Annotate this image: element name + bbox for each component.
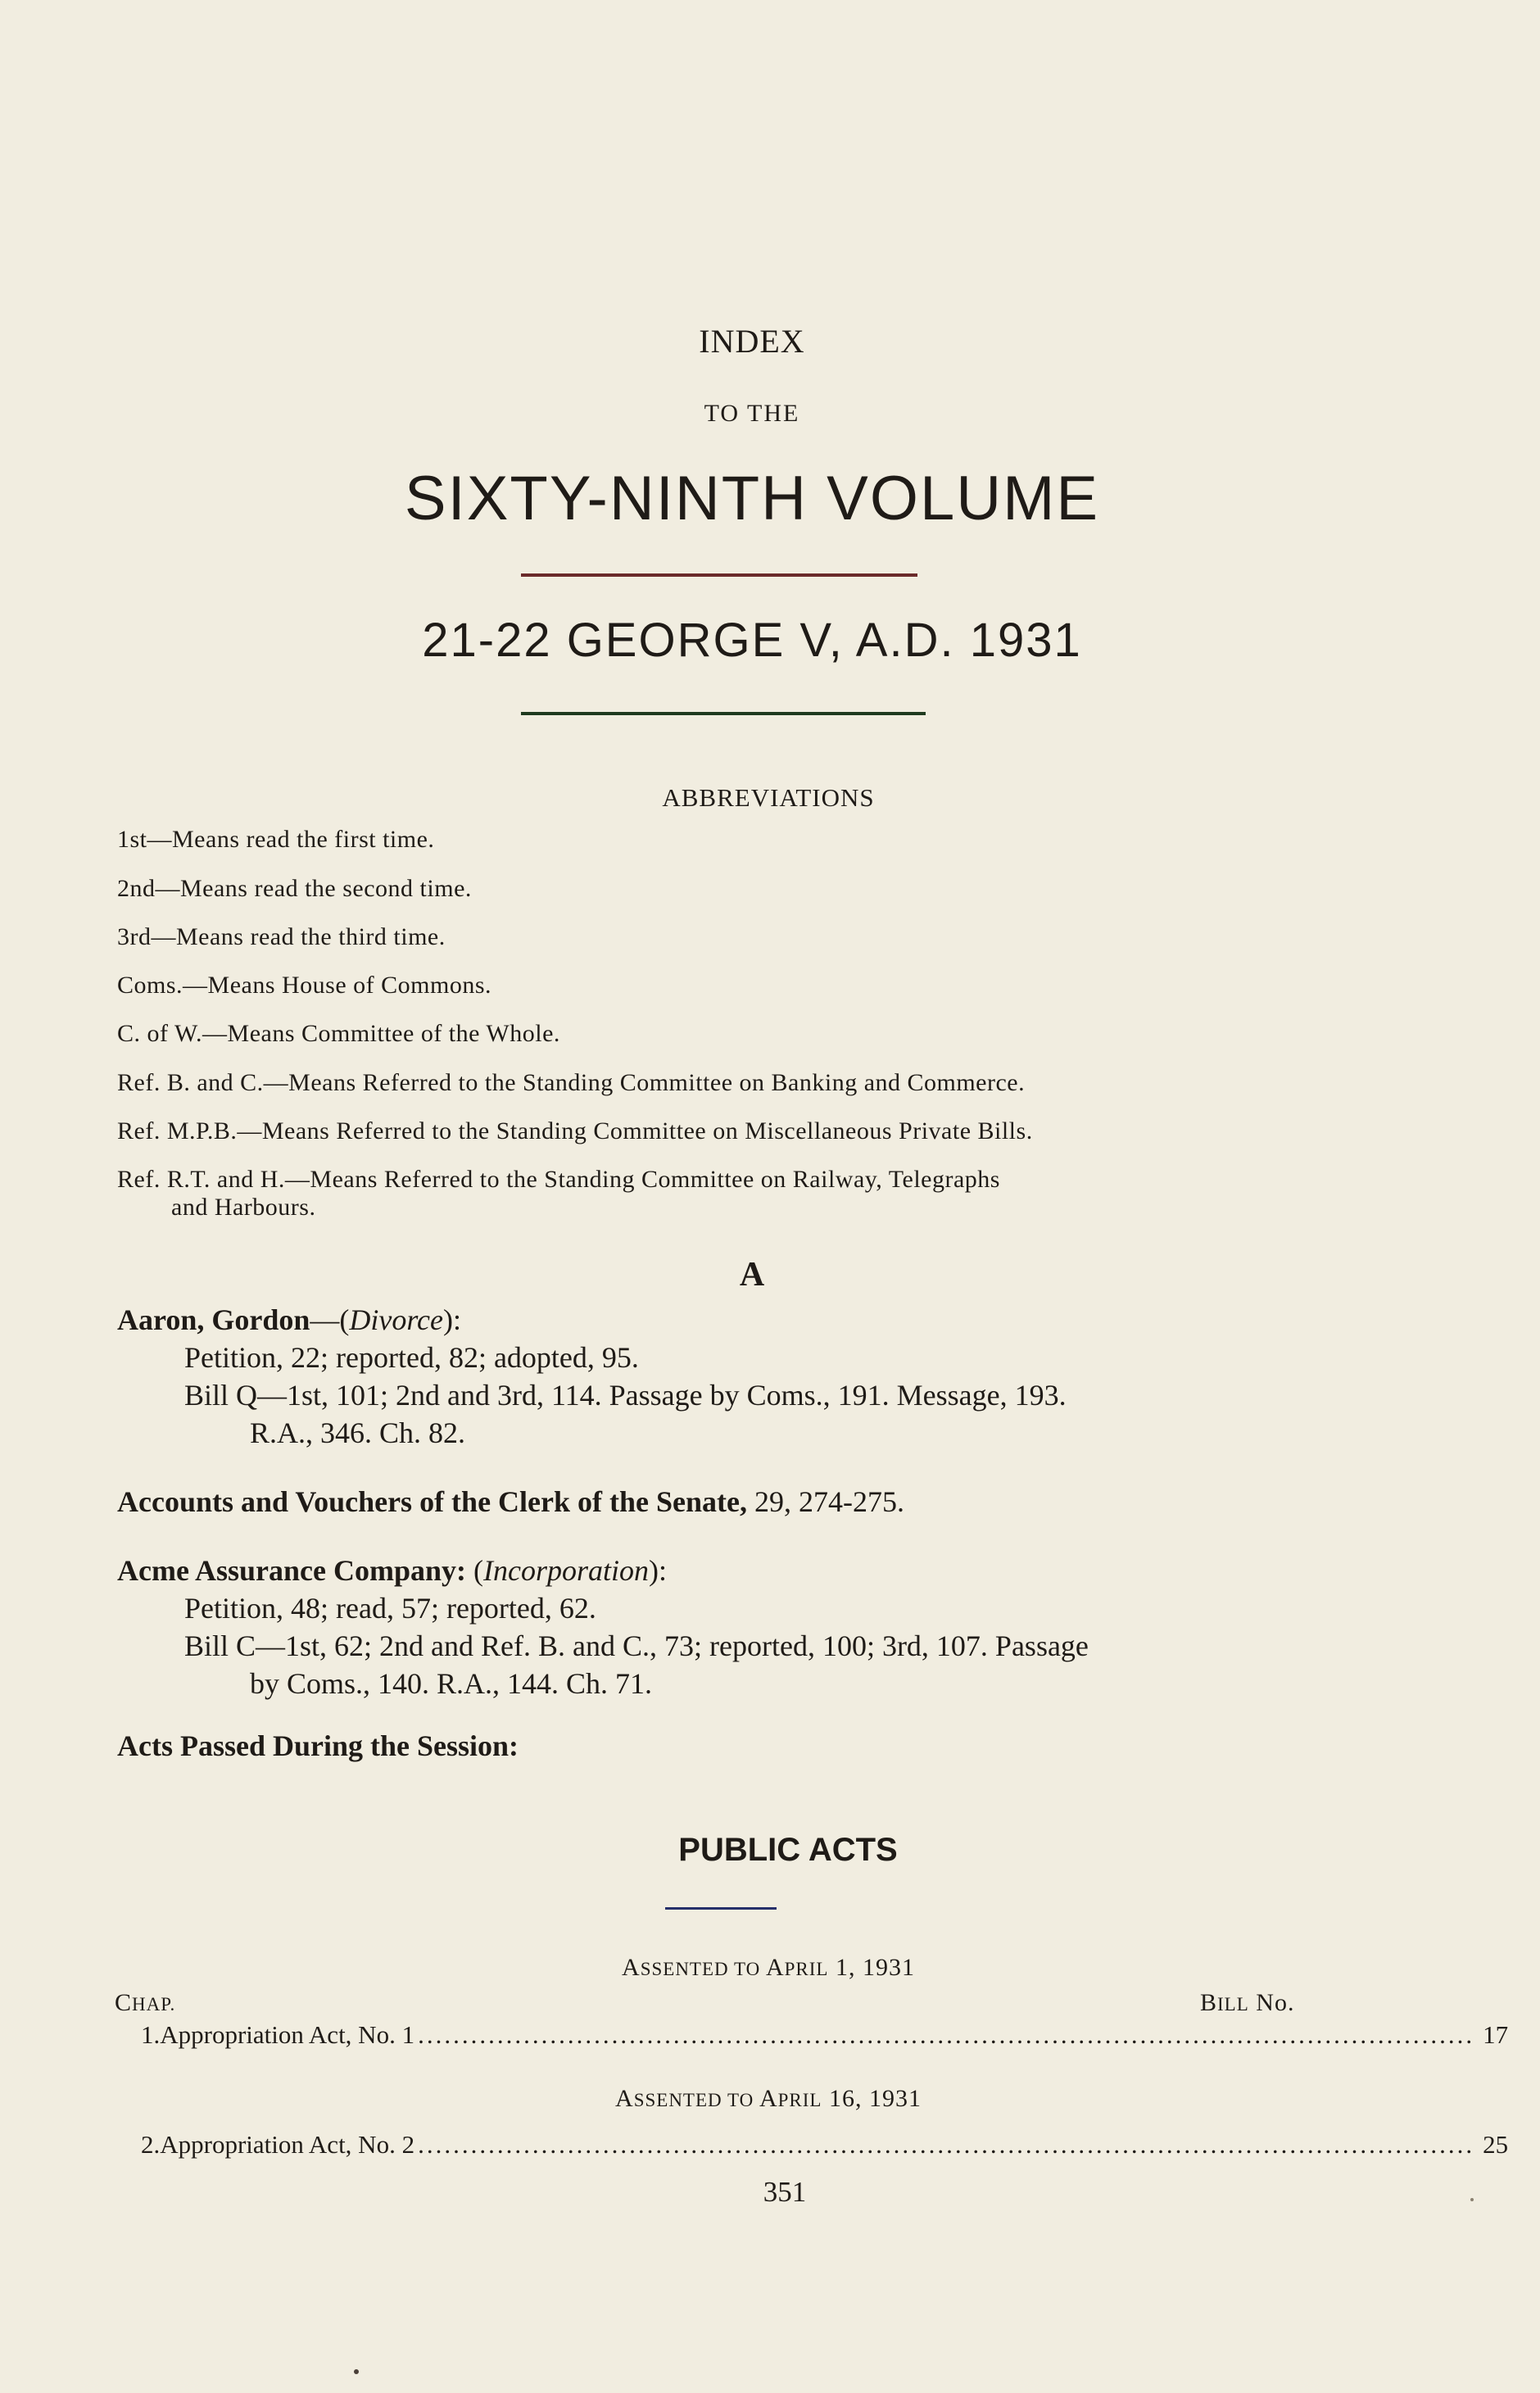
assent-text: 16, 1931 — [822, 2085, 922, 2112]
index-entry-acme: Acme Assurance Company: (Incorporation): Petition, 48; read, 57; reported, 62. Bill C—1st, 62; 2nd and Ref. B. and C., 73; reported, 100; 3rd, 107. Passage by Coms., 140. R.A., 144. Ch. 71. — [117, 1552, 1329, 1702]
assent-text: SSENTED TO — [633, 2090, 759, 2110]
volume-title: SIXTY-NINTH VOLUME — [404, 464, 1100, 533]
entry-heading: Accounts and Vouchers of the Clerk of the Senate, — [117, 1485, 747, 1518]
entry-kind: Incorporation — [482, 1554, 649, 1587]
abbreviation-item: C. of W.—Means Committee of the Whole. — [117, 1020, 560, 1047]
to-the-subtitle: TO THE — [704, 400, 800, 427]
abbreviation-continuation: and Harbours. — [171, 1194, 316, 1221]
entry-heading: Aaron, Gordon — [117, 1303, 310, 1336]
dot-leader: ........................................................................................................................ — [418, 2020, 1475, 2049]
entry-heading: Acme Assurance Company: — [117, 1554, 466, 1587]
header-text: C — [115, 1989, 133, 2016]
paper-speck — [1470, 2198, 1474, 2201]
index-title: INDEX — [699, 323, 805, 360]
page-number: 351 — [763, 2176, 807, 2208]
act-title: Appropriation Act, No. 2 — [160, 2130, 415, 2159]
abbreviation-text: Ref. R.T. and H.—Means Referred to the Standing Committee on Railway, Telegraphs — [117, 1166, 1000, 1193]
assent-text: A — [615, 2085, 634, 2112]
assent-text: PRIL — [784, 1959, 829, 1979]
act-title: Appropriation Act, No. 1 — [160, 2020, 415, 2049]
entry-heading: Acts Passed During the Session: — [117, 1729, 519, 1762]
title-rule-bottom — [521, 712, 926, 715]
assent-text: 1, 1931 — [828, 1954, 915, 1981]
assent-text: PRIL — [777, 2090, 822, 2110]
entry-line: by Coms., 140. R.A., 144. Ch. 71. — [250, 1667, 653, 1700]
abbreviation-item: Ref. M.P.B.—Means Referred to the Standing Committee on Miscellaneous Private Bills. — [117, 1117, 1033, 1144]
public-acts-heading: PUBLIC ACTS — [678, 1832, 898, 1868]
abbreviations-heading: ABBREVIATIONS — [662, 783, 875, 812]
entry-line: Bill C—1st, 62; 2nd and Ref. B. and C., 73; reported, 100; 3rd, 107. Passage — [184, 1629, 1089, 1662]
paper-speck — [354, 2369, 359, 2374]
assent-date-heading — [16, 1954, 1520, 1982]
assent-text: A — [765, 1954, 785, 1981]
assent-text: SSENTED TO — [640, 1959, 766, 1979]
entry-line: R.A., 346. Ch. 82. — [250, 1416, 466, 1449]
title-rule-top — [521, 573, 917, 577]
public-acts-rule — [665, 1907, 777, 1910]
entry-refs: 29, 274-275. — [747, 1485, 904, 1518]
chap-column-header — [115, 1989, 175, 2017]
abbreviation-item — [117, 1166, 1346, 1221]
header-text: ILL — [1217, 1994, 1249, 2015]
header-text: HAP. — [132, 1994, 176, 2015]
act-row — [141, 2020, 1509, 2053]
index-entry-aaron: Aaron, Gordon—(Divorce): Petition, 22; reported, 82; adopted, 95. Bill Q—1st, 101; 2nd and 3rd, 114. Passage by Coms., 191. Message, 193. R.A., 346. Ch. 82. — [117, 1301, 1329, 1452]
act-bill-number: 25 — [1483, 2130, 1509, 2159]
abbreviation-item: 1st—Means read the first time. — [117, 826, 435, 853]
assent-date-heading — [16, 2085, 1520, 2113]
act-bill-number: 17 — [1483, 2020, 1509, 2049]
entry-line: Petition, 22; reported, 82; adopted, 95. — [184, 1341, 639, 1374]
entry-line: Bill Q—1st, 101; 2nd and 3rd, 114. Passage by Coms., 191. Message, 193. — [184, 1379, 1067, 1412]
abbreviation-item: Ref. B. and C.—Means Referred to the Standing Committee on Banking and Commerce. — [117, 1069, 1026, 1096]
entry-line: Petition, 48; read, 57; reported, 62. — [184, 1592, 596, 1625]
header-text: B — [1200, 1989, 1218, 2016]
reign-title: 21-22 GEORGE V, A.D. 1931 — [422, 614, 1082, 667]
act-chapter: 1. — [141, 2020, 161, 2049]
entry-dash: — — [310, 1303, 340, 1336]
entry-kind: Divorce — [349, 1303, 443, 1336]
bill-column-header — [1200, 1989, 1294, 2017]
act-row — [141, 2130, 1509, 2163]
assent-text: A — [759, 2085, 778, 2112]
index-entry-acts — [117, 1727, 1329, 1765]
index-entry-accounts — [117, 1483, 1329, 1521]
abbreviation-item: Coms.—Means House of Commons. — [117, 972, 491, 999]
abbreviation-item: 3rd—Means read the third time. — [117, 923, 446, 950]
section-letter: A — [739, 1256, 765, 1294]
dot-leader: ........................................................................................................................ — [418, 2130, 1475, 2159]
act-chapter: 2. — [141, 2130, 161, 2159]
header-text: No. — [1248, 1989, 1295, 2016]
assent-text: A — [622, 1954, 641, 1981]
abbreviation-item: 2nd—Means read the second time. — [117, 875, 472, 902]
